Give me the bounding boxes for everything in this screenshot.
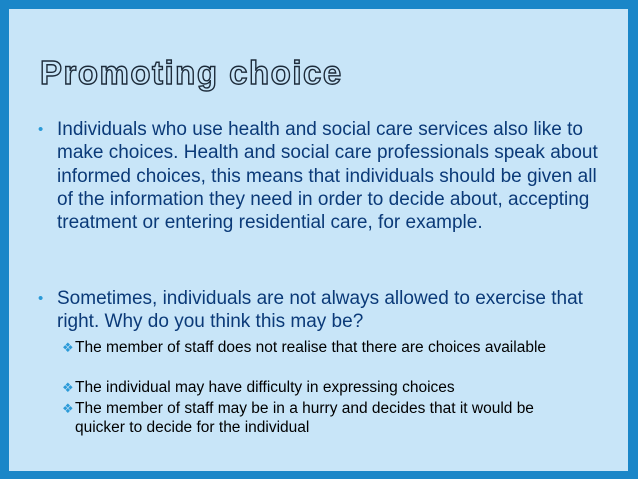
sub-bullet-item: [62, 378, 562, 397]
sub-bullet-item: [62, 399, 562, 437]
sub-bullet-text: The individual may have difficulty in expressing choices: [75, 379, 455, 396]
sub-bullet-item: [62, 338, 562, 357]
bullet-item: [38, 118, 598, 234]
bullet-text: Individuals who use health and social care services also like to make choices. Health and social care professionals speak about informed choices, this means that individuals should be given all of the information they need in order to decide about, accepting treatment or entering residential care, for example.: [57, 119, 598, 234]
diamond-bullet-icon: ❖: [62, 340, 74, 355]
sub-bullet-text: The member of staff does not realise that there are choices available: [75, 339, 547, 356]
bullet-dot-icon: •: [38, 290, 44, 307]
bullet-text: Sometimes, individuals are not always allowed to exercise that right. Why do you think this may be?: [57, 288, 583, 333]
sub-bullet-text: The member of staff may be in a hurry and decides that it would be quicker to decide for the individual: [75, 400, 534, 436]
diamond-bullet-icon: ❖: [62, 401, 74, 416]
diamond-bullet-icon: ❖: [62, 380, 74, 395]
slide-title: Promoting choice: [40, 54, 343, 91]
bullet-dot-icon: •: [38, 121, 44, 138]
bullet-item: [38, 287, 598, 334]
